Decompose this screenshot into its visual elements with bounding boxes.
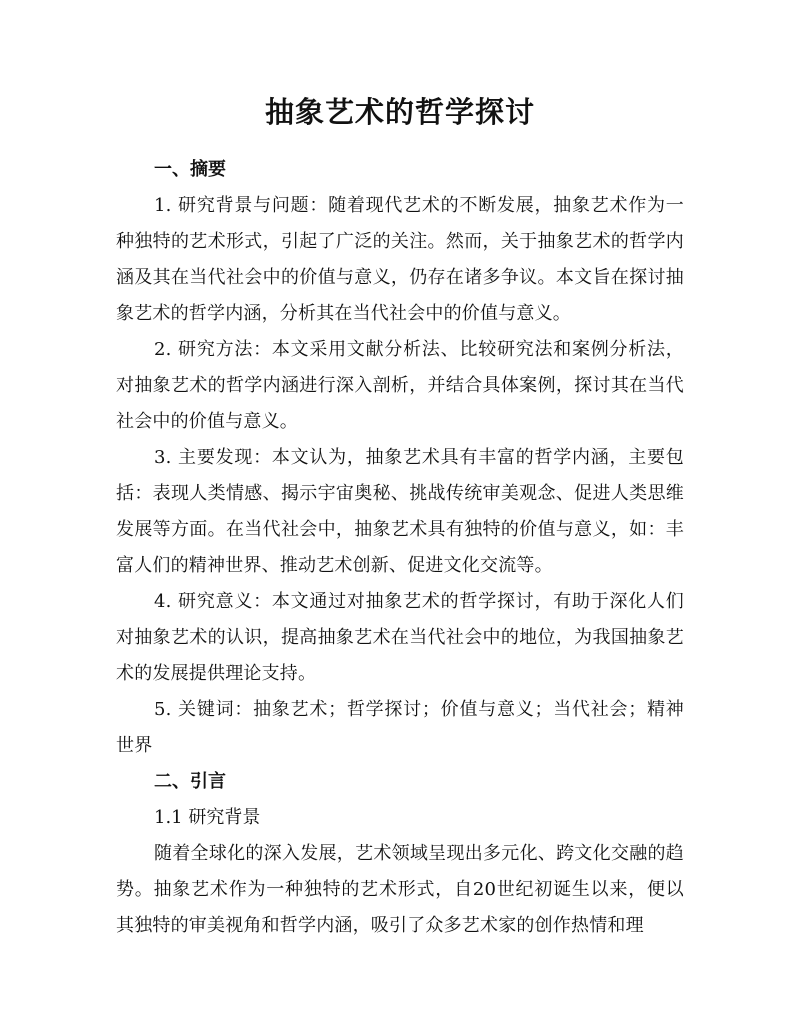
document-title: 抽象艺术的哲学探讨 xyxy=(264,95,535,129)
abstract-item-findings: 3. 主要发现：本文认为，抽象艺术具有丰富的哲学内涵，主要包括：表现人类情感、揭示宇宙奥秘、挑战传统审美观念、促进人类思维发展等方面。在当代社会中，抽象艺术具有独特的价值与意义，如：丰富人们的精神世界、推动艺术创新、促进文化交流等。 xyxy=(116,447,684,576)
abstract-heading: 一、摘要 xyxy=(154,159,226,180)
abstract-item-background: 1. 研究背景与问题：随着现代艺术的不断发展，抽象艺术作为一种独特的艺术形式，引起了广泛的关注。然而，关于抽象艺术的哲学内涵及其在当代社会中的价值与意义，仍存在诸多争议。本文旨在探讨抽象艺术的哲学内涵，分析其在当代社会中的价值与意义。 xyxy=(116,195,684,324)
introduction-paragraph: 随着全球化的深入发展，艺术领域呈现出多元化、跨文化交融的趋势。抽象艺术作为一种独特的艺术形式，自20世纪初诞生以来，便以其独特的审美视角和哲学内涵，吸引了众多艺术家的创作热情和理 xyxy=(116,843,684,936)
abstract-item-keywords: 5. 关键词：抽象艺术；哲学探讨；价值与意义；当代社会；精神世界 xyxy=(116,699,684,756)
abstract-item-significance: 4. 研究意义：本文通过对抽象艺术的哲学探讨，有助于深化人们对抽象艺术的认识，提高抽象艺术在当代社会中的地位，为我国抽象艺术的发展提供理论支持。 xyxy=(116,591,684,684)
abstract-item-methods: 2. 研究方法：本文采用文献分析法、比较研究法和案例分析法，对抽象艺术的哲学内涵进行深入剖析，并结合具体案例，探讨其在当代社会中的价值与意义。 xyxy=(116,339,684,432)
introduction-subheading: 1.1 研究背景 xyxy=(154,807,261,828)
introduction-heading: 二、引言 xyxy=(154,771,226,792)
